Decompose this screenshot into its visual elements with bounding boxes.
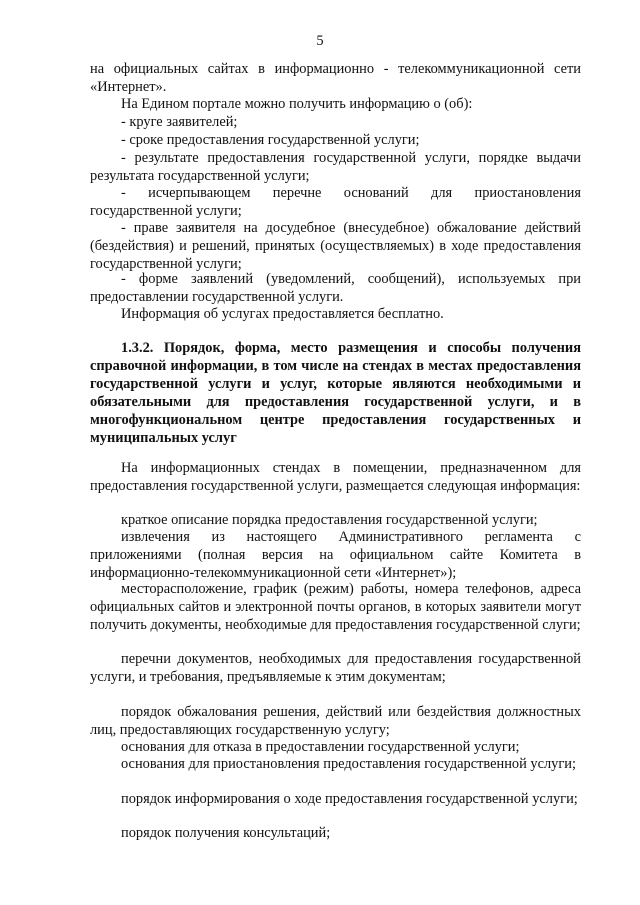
list-item: - исчерпывающем перечне оснований для приостановления государственной услуги; — [90, 185, 581, 219]
list-item: - результате предоставления государственной услуги, порядке выдачи результата государственной услуги; — [90, 150, 581, 184]
list-item: - сроке предоставления государственной услуги; — [121, 132, 420, 148]
paragraph: на официальных сайтах в информационно - телекоммуникационной сети «Интернет». — [90, 61, 581, 95]
list-item: перечни документов, необходимых для предоставления государственной услуги, и требования, предъявляемые к этим документам; — [90, 651, 581, 685]
paragraph: На Едином портале можно получить информацию о (об): — [121, 96, 473, 112]
list-item: месторасположение, график (режим) работы, номера телефонов, адреса официальных сайтов и электронной почты органов, в которых заявители могут получить документы, необходимые для предоставления государственной слуги; — [90, 581, 581, 633]
paragraph: Информация об услугах предоставляется бесплатно. — [121, 306, 444, 322]
list-item: порядок обжалования решения, действий или бездействия должностных лиц, предоставляющих государственную услугу; — [90, 704, 581, 738]
list-item: - круге заявителей; — [121, 114, 238, 130]
list-item: - праве заявителя на досудебное (внесудебное) обжалование действий (бездействия) и решений, принятых (осуществляемых) в ходе предоставления государственной услуги; — [90, 220, 581, 272]
list-item: - форме заявлений (уведомлений, сообщений), используемых при предоставлении государственной услуги. — [90, 271, 581, 305]
list-item: порядок получения консультаций; — [121, 825, 331, 841]
paragraph: На информационных стендах в помещении, предназначенном для предоставления государственной услуги, размещается следующая информация: — [90, 460, 581, 494]
list-item: основания для приостановления предоставления государственной услуги; — [121, 756, 576, 772]
section-heading: 1.3.2. Порядок, форма, место размещения и способы получения справочной информации, в том числе на стендах в местах предоставления государственной услуги и услуг, которые являются необходимыми и обязательными для предоставления государственной услуги, и в многофункциональном центре предоставления государственных и муниципальных услуг — [90, 340, 581, 446]
page-number: 5 — [316, 33, 324, 49]
list-item: краткое описание порядка предоставления государственной услуги; — [121, 512, 538, 528]
list-item: извлечения из настоящего Административного регламента с приложениями (полная версия на официальном сайте Комитета в информационно-телекоммуникационной сети «Интернет»); — [90, 529, 581, 581]
list-item: порядок информирования о ходе предоставления государственной услуги; — [121, 791, 578, 807]
list-item: основания для отказа в предоставлении государственной услуги; — [121, 739, 520, 755]
